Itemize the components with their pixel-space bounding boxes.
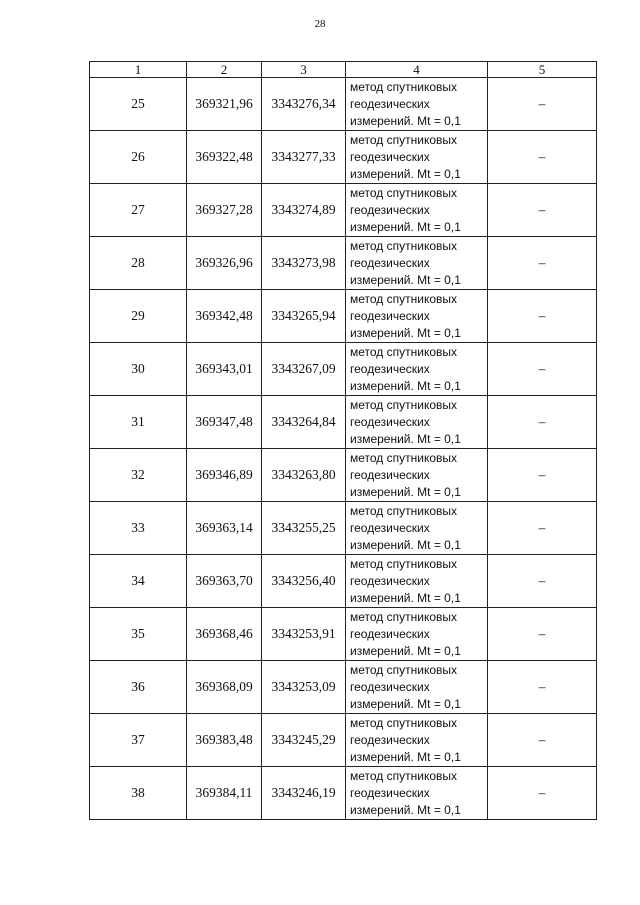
method-line-2: геодезических <box>350 361 430 376</box>
column-5-cell: – <box>488 343 597 396</box>
y-coordinate-cell: 3343274,89 <box>262 184 346 237</box>
method-line-1: метод спутниковых <box>350 185 458 200</box>
method-line-3: измерений. Mt = 0,1 <box>350 219 461 234</box>
method-cell <box>346 290 488 343</box>
x-coordinate-cell: 369342,48 <box>187 290 262 343</box>
method-cell <box>346 608 488 661</box>
point-number-cell: 26 <box>90 131 187 184</box>
column-5-cell: – <box>488 237 597 290</box>
x-coordinate-cell: 369368,09 <box>187 661 262 714</box>
y-coordinate-cell: 3343253,09 <box>262 661 346 714</box>
column-5-cell: – <box>488 184 597 237</box>
column-header-5: 5 <box>488 62 597 78</box>
point-number-cell: 30 <box>90 343 187 396</box>
point-number-cell: 27 <box>90 184 187 237</box>
method-cell <box>346 661 488 714</box>
table-row <box>90 396 597 449</box>
method-line-2: геодезических <box>350 732 430 747</box>
method-line-2: геодезических <box>350 149 430 164</box>
table-row <box>90 555 597 608</box>
column-5-cell: – <box>488 449 597 502</box>
method-line-2: геодезических <box>350 96 430 111</box>
column-header-1: 1 <box>90 62 187 78</box>
point-number-cell: 34 <box>90 555 187 608</box>
x-coordinate-cell: 369363,70 <box>187 555 262 608</box>
coordinates-table <box>89 61 597 820</box>
point-number-cell: 25 <box>90 78 187 131</box>
table-row <box>90 502 597 555</box>
y-coordinate-cell: 3343264,84 <box>262 396 346 449</box>
table-row <box>90 184 597 237</box>
method-line-3: измерений. Mt = 0,1 <box>350 537 461 552</box>
column-header-2: 2 <box>187 62 262 78</box>
method-line-3: измерений. Mt = 0,1 <box>350 696 461 711</box>
method-line-1: метод спутниковых <box>350 503 458 518</box>
column-5-cell: – <box>488 608 597 661</box>
y-coordinate-cell: 3343246,19 <box>262 767 346 820</box>
table-row <box>90 767 597 820</box>
x-coordinate-cell: 369368,46 <box>187 608 262 661</box>
method-line-1: метод спутниковых <box>350 79 458 94</box>
table-row <box>90 449 597 502</box>
x-coordinate-cell: 369327,28 <box>187 184 262 237</box>
column-5-cell: – <box>488 396 597 449</box>
x-coordinate-cell: 369384,11 <box>187 767 262 820</box>
method-line-3: измерений. Mt = 0,1 <box>350 378 461 393</box>
table-row <box>90 78 597 131</box>
method-line-1: метод спутниковых <box>350 344 458 359</box>
method-line-2: геодезических <box>350 520 430 535</box>
column-5-cell: – <box>488 131 597 184</box>
column-5-cell: – <box>488 767 597 820</box>
x-coordinate-cell: 369343,01 <box>187 343 262 396</box>
y-coordinate-cell: 3343255,25 <box>262 502 346 555</box>
method-line-3: измерений. Mt = 0,1 <box>350 325 461 340</box>
column-header-4: 4 <box>346 62 488 78</box>
method-cell <box>346 767 488 820</box>
point-number-cell: 37 <box>90 714 187 767</box>
method-line-3: измерений. Mt = 0,1 <box>350 484 461 499</box>
method-cell <box>346 343 488 396</box>
y-coordinate-cell: 3343253,91 <box>262 608 346 661</box>
method-line-3: измерений. Mt = 0,1 <box>350 749 461 764</box>
method-line-3: измерений. Mt = 0,1 <box>350 643 461 658</box>
point-number-cell: 38 <box>90 767 187 820</box>
point-number-cell: 28 <box>90 237 187 290</box>
table-row <box>90 608 597 661</box>
table-row <box>90 237 597 290</box>
table-row <box>90 661 597 714</box>
method-line-2: геодезических <box>350 679 430 694</box>
method-cell <box>346 555 488 608</box>
column-5-cell: – <box>488 555 597 608</box>
x-coordinate-cell: 369346,89 <box>187 449 262 502</box>
y-coordinate-cell: 3343277,33 <box>262 131 346 184</box>
method-line-2: геодезических <box>350 414 430 429</box>
method-line-2: геодезических <box>350 573 430 588</box>
method-line-2: геодезических <box>350 467 430 482</box>
method-line-1: метод спутниковых <box>350 609 458 624</box>
y-coordinate-cell: 3343263,80 <box>262 449 346 502</box>
method-line-3: измерений. Mt = 0,1 <box>350 431 461 446</box>
column-5-cell: – <box>488 502 597 555</box>
method-line-3: измерений. Mt = 0,1 <box>350 166 461 181</box>
column-5-cell: – <box>488 290 597 343</box>
page-number: 28 <box>314 18 326 30</box>
x-coordinate-cell: 369321,96 <box>187 78 262 131</box>
table-header-row <box>90 62 597 78</box>
method-cell <box>346 237 488 290</box>
x-coordinate-cell: 369322,48 <box>187 131 262 184</box>
column-5-cell: – <box>488 661 597 714</box>
method-line-1: метод спутниковых <box>350 238 458 253</box>
x-coordinate-cell: 369383,48 <box>187 714 262 767</box>
y-coordinate-cell: 3343267,09 <box>262 343 346 396</box>
method-cell <box>346 396 488 449</box>
method-line-3: измерений. Mt = 0,1 <box>350 113 461 128</box>
column-5-cell: – <box>488 714 597 767</box>
column-header-3: 3 <box>262 62 346 78</box>
point-number-cell: 29 <box>90 290 187 343</box>
method-line-2: геодезических <box>350 626 430 641</box>
point-number-cell: 32 <box>90 449 187 502</box>
method-line-2: геодезических <box>350 785 430 800</box>
method-line-1: метод спутниковых <box>350 132 458 147</box>
method-line-3: измерений. Mt = 0,1 <box>350 272 461 287</box>
point-number-cell: 36 <box>90 661 187 714</box>
table-row <box>90 343 597 396</box>
table-row <box>90 290 597 343</box>
method-line-2: геодезических <box>350 255 430 270</box>
y-coordinate-cell: 3343265,94 <box>262 290 346 343</box>
method-cell <box>346 184 488 237</box>
y-coordinate-cell: 3343276,34 <box>262 78 346 131</box>
y-coordinate-cell: 3343256,40 <box>262 555 346 608</box>
method-line-1: метод спутниковых <box>350 768 458 783</box>
x-coordinate-cell: 369347,48 <box>187 396 262 449</box>
method-line-1: метод спутниковых <box>350 556 458 571</box>
method-cell <box>346 78 488 131</box>
method-line-1: метод спутниковых <box>350 291 458 306</box>
table-row <box>90 714 597 767</box>
method-cell <box>346 714 488 767</box>
point-number-cell: 31 <box>90 396 187 449</box>
method-line-3: измерений. Mt = 0,1 <box>350 802 461 817</box>
method-cell <box>346 449 488 502</box>
method-line-3: измерений. Mt = 0,1 <box>350 590 461 605</box>
x-coordinate-cell: 369363,14 <box>187 502 262 555</box>
point-number-cell: 35 <box>90 608 187 661</box>
y-coordinate-cell: 3343273,98 <box>262 237 346 290</box>
point-number-cell: 33 <box>90 502 187 555</box>
method-line-1: метод спутниковых <box>350 715 458 730</box>
method-line-1: метод спутниковых <box>350 662 458 677</box>
column-5-cell: – <box>488 78 597 131</box>
method-line-1: метод спутниковых <box>350 397 458 412</box>
y-coordinate-cell: 3343245,29 <box>262 714 346 767</box>
method-line-2: геодезических <box>350 202 430 217</box>
x-coordinate-cell: 369326,96 <box>187 237 262 290</box>
table-row <box>90 131 597 184</box>
method-line-1: метод спутниковых <box>350 450 458 465</box>
method-cell <box>346 131 488 184</box>
method-line-2: геодезических <box>350 308 430 323</box>
method-cell <box>346 502 488 555</box>
